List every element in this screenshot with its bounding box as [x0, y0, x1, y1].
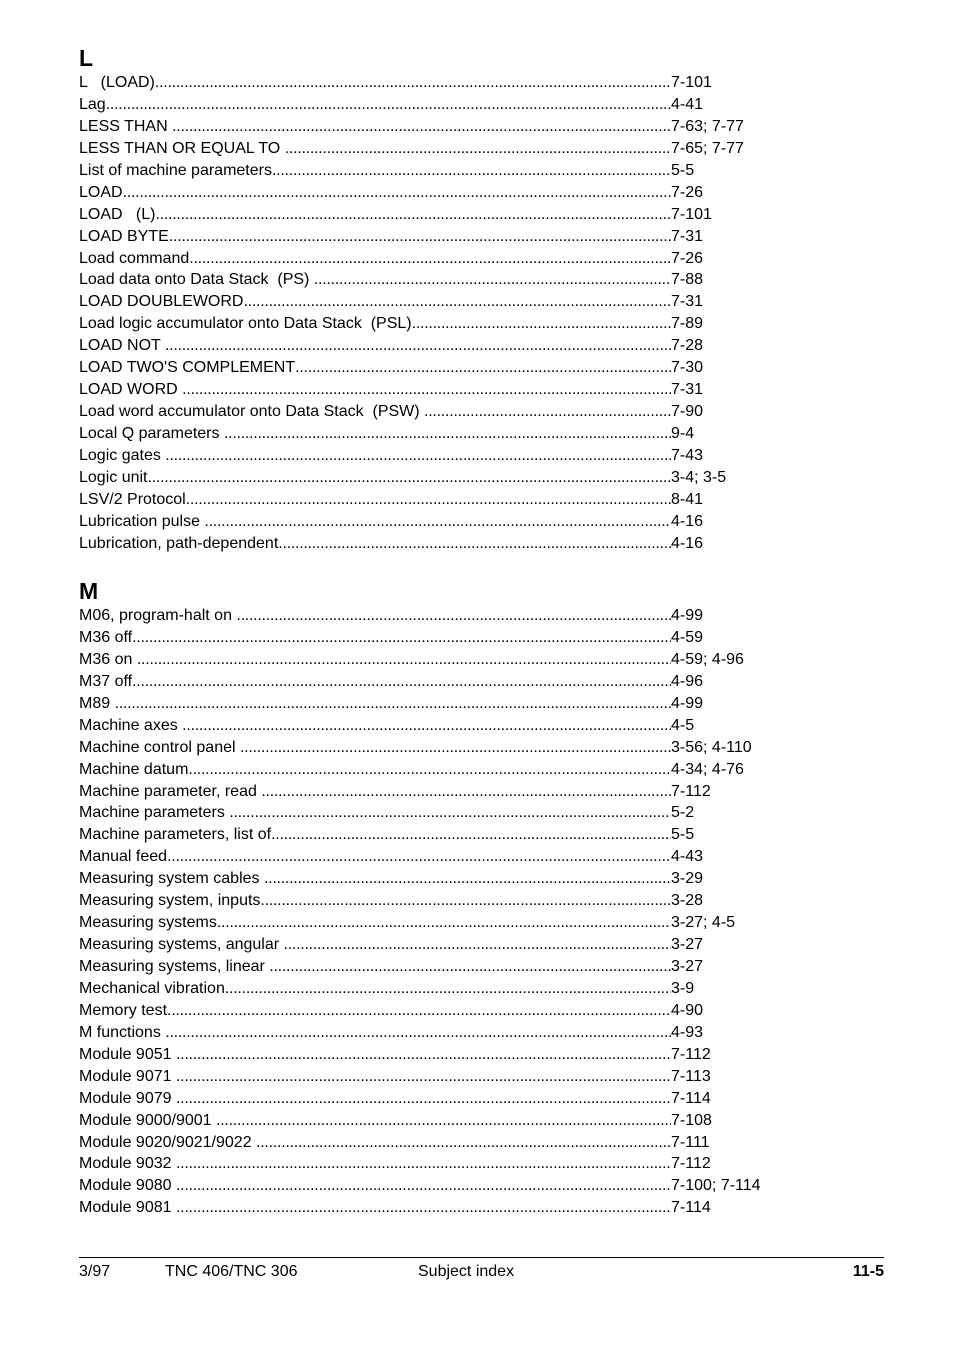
index-page-ref: 7-88 — [671, 271, 704, 289]
index-term: Module 9051 — [79, 1045, 176, 1063]
index-entry — [79, 978, 779, 1000]
index-term: Load word accumulator onto Data Stack (PSW) — [79, 403, 425, 421]
dot-leader — [264, 868, 671, 890]
index-term: Measuring systems, angular — [79, 936, 284, 954]
dot-leader — [137, 649, 671, 671]
index-term: LESS THAN — [79, 117, 173, 135]
index-term: Module 9020/9021/9022 — [79, 1133, 257, 1151]
index-entry — [79, 445, 779, 467]
index-term: Module 9000/9001 — [79, 1111, 216, 1129]
index-page-ref: 4-59 — [671, 628, 704, 646]
index-entry — [79, 138, 779, 160]
index-page-ref: 7-28 — [671, 337, 704, 355]
dot-leader — [176, 1197, 671, 1219]
index-page-ref: 3-29 — [671, 870, 704, 888]
dot-leader — [224, 423, 671, 445]
dot-leader — [189, 248, 671, 270]
index-page-ref: 7-112 — [671, 782, 711, 800]
index-page-ref: 4-93 — [671, 1023, 704, 1041]
section-letter: L — [79, 45, 94, 71]
index-term: Load logic accumulator onto Data Stack (PSL) — [79, 315, 412, 333]
index-page-ref: 7-101 — [671, 205, 712, 223]
index-term: Machine parameters — [79, 804, 230, 822]
index-entry — [79, 605, 779, 627]
index-entry — [79, 1022, 779, 1044]
index-entry — [79, 401, 779, 423]
dot-leader — [278, 533, 671, 555]
index-page-ref: 7-112 — [671, 1045, 711, 1063]
index-entry — [79, 956, 779, 978]
index-page-ref: 7-31 — [671, 227, 704, 245]
index-term: Module 9079 — [79, 1089, 176, 1107]
dot-leader — [240, 737, 671, 759]
index-term: M functions — [79, 1023, 166, 1041]
dot-leader — [182, 379, 671, 401]
index-page-ref: 4-99 — [671, 607, 704, 624]
index-term: M36 off — [79, 628, 133, 646]
index-entry — [79, 226, 779, 248]
index-entry — [79, 627, 779, 649]
index-page-ref: 4-16 — [671, 512, 704, 530]
index-page-ref: 4-34; 4-76 — [671, 760, 744, 778]
index-term: Lag — [79, 95, 106, 113]
index-entry — [79, 1175, 779, 1197]
index-term: Measuring systems — [79, 914, 217, 932]
index-entry — [79, 511, 779, 533]
index-entry — [79, 824, 779, 846]
index-entry — [79, 335, 779, 357]
dot-leader — [272, 160, 671, 182]
index-page-ref: 3-56; 4-110 — [671, 738, 752, 756]
dot-leader — [165, 445, 671, 467]
index-term: Local Q parameters — [79, 425, 224, 442]
index-entry — [79, 715, 779, 737]
dot-leader — [217, 912, 671, 934]
index-term: LOAD — [79, 183, 123, 201]
index-entry — [79, 759, 779, 781]
index-entry — [79, 1044, 779, 1066]
dot-leader — [115, 693, 671, 715]
index-page-ref: 9-4 — [671, 425, 695, 442]
index-entry — [79, 467, 779, 489]
index-entry — [79, 357, 779, 379]
dot-leader — [260, 890, 671, 912]
index-term: Load data onto Data Stack (PS) — [79, 271, 314, 289]
index-entry — [79, 846, 779, 868]
index-entry — [79, 693, 779, 715]
dot-leader — [176, 1066, 671, 1088]
index-section-l — [79, 44, 779, 555]
index-entry — [79, 1110, 779, 1132]
index-entry — [79, 313, 779, 335]
index-page-ref: 4-59; 4-96 — [671, 650, 744, 668]
index-term: Memory test — [79, 1001, 168, 1019]
index-page-ref: 4-96 — [671, 672, 704, 690]
dot-leader — [172, 116, 671, 138]
index-entry — [79, 649, 779, 671]
index-term: Logic unit — [79, 468, 148, 486]
dot-leader — [176, 1175, 671, 1197]
dot-leader — [148, 467, 672, 489]
dot-leader — [188, 759, 671, 781]
dot-leader — [229, 802, 671, 824]
index-page-ref: 4-99 — [671, 694, 704, 712]
index-entry — [79, 182, 779, 204]
index-page-ref: 7-100; 7-114 — [671, 1177, 761, 1195]
section-letter: M — [79, 578, 99, 604]
index-entry — [79, 737, 779, 759]
footer-divider — [79, 1257, 884, 1258]
index-page-ref: 3-27 — [671, 936, 704, 954]
index-term: Machine axes — [79, 716, 183, 734]
index-term: Machine parameter, read — [79, 782, 262, 800]
index-term: List of machine parameters — [79, 161, 272, 179]
index-page-ref: 7-89 — [671, 315, 704, 333]
dot-leader — [295, 357, 671, 379]
index-entry — [79, 291, 779, 313]
index-page-ref: 3-4; 3-5 — [671, 468, 727, 486]
index-term: M37 off — [79, 672, 133, 690]
dot-leader — [271, 824, 671, 846]
index-term: LOAD (L) — [79, 205, 156, 223]
index-term: Lubrication pulse — [79, 512, 205, 530]
footer-date: 3/97 — [79, 1263, 111, 1280]
dot-leader — [216, 1110, 671, 1132]
index-page-ref: 7-31 — [671, 293, 704, 311]
index-page-ref: 7-26 — [671, 183, 704, 201]
index-term: LESS THAN OR EQUAL TO — [79, 139, 285, 157]
index-entry — [79, 1000, 779, 1022]
dot-leader — [155, 204, 671, 226]
index-page-ref: 5-5 — [671, 161, 695, 179]
index-entry — [79, 116, 779, 138]
dot-leader — [167, 1000, 671, 1022]
index-entry — [79, 1197, 779, 1219]
index-entry — [79, 160, 779, 182]
dot-leader — [182, 715, 671, 737]
dot-leader — [269, 956, 671, 978]
dot-leader — [155, 72, 671, 94]
dot-leader — [106, 94, 671, 116]
dot-leader — [284, 934, 671, 956]
index-page-ref: 3-28 — [671, 892, 704, 910]
index-page-ref: 7-114 — [671, 1089, 711, 1107]
dot-leader — [169, 226, 671, 248]
index-page-ref: 3-27; 4-5 — [671, 914, 736, 932]
index-entry — [79, 1153, 779, 1175]
index-term: Module 9071 — [79, 1067, 176, 1085]
dot-leader — [186, 489, 671, 511]
index-term: Lubrication, path-dependent — [79, 534, 279, 552]
index-page-ref: 7-111 — [671, 1133, 710, 1151]
index-page-ref: 7-43 — [671, 446, 704, 464]
index-page-ref: 8-41 — [671, 490, 704, 508]
index-term: LOAD TWO'S COMPLEMENT — [79, 359, 296, 377]
footer-model: TNC 406/TNC 306 — [165, 1263, 298, 1280]
dot-leader — [165, 335, 671, 357]
index-term: Mechanical vibration — [79, 979, 225, 997]
index-entry — [79, 72, 779, 94]
index-page-ref: 7-101 — [671, 74, 712, 91]
dot-leader — [176, 1153, 671, 1175]
index-term: Module 9081 — [79, 1199, 176, 1217]
index-entry — [79, 802, 779, 824]
index-entry — [79, 868, 779, 890]
index-page-ref: 7-26 — [671, 249, 704, 267]
index-page-ref: 3-9 — [671, 979, 695, 997]
index-page-ref: 7-31 — [671, 381, 704, 399]
dot-leader — [204, 511, 671, 533]
index-page-ref: 4-43 — [671, 848, 704, 866]
dot-leader — [236, 605, 671, 627]
entry-list — [79, 72, 779, 555]
index-page-ref: 5-5 — [671, 826, 695, 844]
dot-leader — [243, 291, 671, 313]
dot-leader — [167, 846, 671, 868]
index-entry — [79, 423, 779, 445]
index-page-ref: 7-112 — [671, 1155, 711, 1173]
dot-leader — [256, 1132, 671, 1154]
index-term: L (LOAD) — [79, 74, 155, 91]
index-entry — [79, 1088, 779, 1110]
index-term: Machine control panel — [79, 738, 240, 756]
index-page-ref: 7-65; 7-77 — [671, 139, 744, 157]
index-term: Load command — [79, 249, 190, 267]
index-page-ref: 7-114 — [671, 1199, 711, 1217]
index-entry — [79, 269, 779, 291]
dot-leader — [176, 1088, 671, 1110]
index-page-ref: 4-90 — [671, 1001, 704, 1019]
dot-leader — [285, 138, 671, 160]
index-term: LOAD WORD — [79, 381, 183, 399]
index-entry — [79, 912, 779, 934]
index-term: Machine datum — [79, 760, 189, 778]
index-page-ref: 7-90 — [671, 403, 704, 421]
dot-leader — [225, 978, 671, 1000]
index-term: Logic gates — [79, 446, 166, 464]
index-entry — [79, 1066, 779, 1088]
index-page-ref: 4-5 — [671, 716, 695, 734]
dot-leader — [123, 182, 671, 204]
footer-page-number: 11-5 — [852, 1263, 884, 1280]
index-section-m — [79, 577, 779, 1219]
dot-leader — [165, 1022, 671, 1044]
index-term: Measuring system, inputs — [79, 892, 261, 910]
dot-leader — [261, 781, 671, 803]
index-entry — [79, 934, 779, 956]
index-entry — [79, 533, 779, 555]
dot-leader — [412, 313, 671, 335]
footer-section-title: Subject index — [418, 1263, 515, 1280]
dot-leader — [314, 269, 671, 291]
index-page-ref: 7-113 — [671, 1067, 711, 1085]
dot-leader — [132, 671, 671, 693]
index-term: LOAD NOT — [79, 337, 165, 355]
index-entry — [79, 890, 779, 912]
index-entry — [79, 379, 779, 401]
index-page-ref: 5-2 — [671, 804, 695, 822]
index-page-ref: 4-16 — [671, 534, 704, 552]
dot-leader — [424, 401, 671, 423]
dot-leader — [132, 627, 671, 649]
index-term: M89 — [79, 694, 115, 712]
index-term: Measuring systems, linear — [79, 958, 270, 975]
index-entry — [79, 671, 779, 693]
dot-leader — [176, 1044, 671, 1066]
index-page-ref: 7-30 — [671, 359, 704, 377]
index-term: Module 9080 — [79, 1177, 176, 1195]
index-entry — [79, 1132, 779, 1154]
index-entry — [79, 489, 779, 511]
index-entry — [79, 94, 779, 116]
index-term: LOAD BYTE — [79, 227, 169, 245]
index-term: LSV/2 Protocol — [79, 490, 186, 508]
index-page-ref: 7-108 — [671, 1111, 712, 1129]
index-term: Manual feed — [79, 848, 168, 866]
index-entry — [79, 781, 779, 803]
index-term: M06, program-halt on — [79, 607, 237, 624]
index-term: LOAD DOUBLEWORD — [79, 293, 244, 311]
index-page-ref: 3-27 — [671, 958, 704, 975]
index-term: Machine parameters, list of — [79, 826, 272, 844]
index-entry — [79, 248, 779, 270]
index-term: Measuring system cables — [79, 870, 264, 888]
index-term: M36 on — [79, 650, 137, 668]
index-entry — [79, 204, 779, 226]
index-term: Module 9032 — [79, 1155, 176, 1173]
entry-list — [79, 605, 779, 1219]
index-page-ref: 4-41 — [671, 95, 704, 113]
index-page-ref: 7-63; 7-77 — [671, 117, 744, 135]
